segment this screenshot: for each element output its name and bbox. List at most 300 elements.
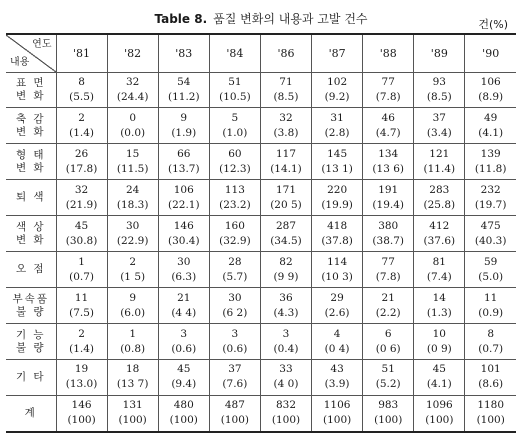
table-cell: [209, 395, 260, 432]
table-cell: [107, 72, 158, 108]
complaint-percent: (5.0): [478, 270, 504, 283]
complaint-percent: (4.1): [426, 378, 452, 391]
table-cell: [465, 144, 516, 180]
table-cell: [107, 360, 158, 396]
complaint-percent: (8.5): [273, 90, 299, 103]
complaint-count: 146: [173, 219, 194, 232]
year-header: '89: [414, 34, 465, 72]
complaint-count: 30: [228, 291, 242, 304]
complaint-count: 131: [122, 399, 143, 412]
complaint-count: 3: [180, 327, 188, 340]
complaint-percent: (100): [118, 414, 147, 427]
complaint-count: 6: [384, 327, 392, 340]
complaint-percent: (3.4): [426, 126, 452, 139]
complaint-percent: (10 3): [321, 270, 353, 283]
complaint-percent: (100): [322, 414, 352, 427]
complaint-percent: (1.3): [426, 306, 452, 319]
table-cell: [107, 216, 158, 252]
row-label-line: 기 능: [15, 328, 46, 341]
row-label-line: 불 량: [15, 341, 46, 354]
complaint-percent: (4.3): [273, 306, 299, 319]
table-cell: [158, 252, 209, 288]
table-cell: [312, 180, 363, 216]
complaint-percent: (37.6): [423, 234, 456, 247]
complaint-count: 4: [333, 327, 341, 340]
table-cell: [56, 216, 107, 252]
table-row: [6, 324, 516, 360]
complaint-count: 283: [429, 183, 450, 196]
complaint-percent: (2.2): [375, 306, 401, 319]
complaint-count: 82: [279, 255, 293, 268]
year-header: '83: [158, 34, 209, 72]
table-cell: [107, 395, 158, 432]
row-label-line: 변 화: [15, 89, 46, 102]
table-cell: [260, 288, 311, 324]
complaint-percent: (100): [476, 414, 505, 427]
table-cell: [107, 252, 158, 288]
table-cell: [209, 72, 260, 108]
complaint-percent: (24.4): [116, 90, 149, 103]
complaint-count: 145: [327, 147, 348, 160]
complaint-percent: (1.4): [69, 342, 94, 355]
complaint-percent: (13 7): [116, 378, 149, 391]
table-cell: [260, 144, 311, 180]
table-cell: [209, 252, 260, 288]
table-cell: [414, 216, 465, 252]
complaint-count: 832: [275, 399, 297, 412]
complaint-percent: (13.0): [65, 378, 98, 391]
complaint-percent: (13.7): [167, 162, 200, 175]
complaint-percent: (40.3): [474, 234, 507, 247]
complaint-percent: (0.7): [478, 342, 504, 355]
complaint-percent: (13 1): [321, 162, 353, 175]
complaint-count: 102: [327, 75, 348, 88]
row-label-line: 형 태: [15, 148, 46, 161]
complaint-percent: (38.7): [372, 234, 404, 247]
complaint-count: 60: [228, 147, 242, 160]
complaint-count: 418: [327, 219, 348, 232]
table-cell: [209, 360, 260, 396]
table-cell: [56, 324, 107, 360]
table-cell: [209, 216, 260, 252]
table-caption: 품질 변화의 내용과 고발 건수: [213, 12, 368, 26]
table-row: [6, 360, 516, 396]
complaint-count: 29: [330, 291, 344, 304]
table-cell: [56, 395, 107, 432]
table-cell: [56, 288, 107, 324]
table-cell: [158, 216, 209, 252]
year-header: '84: [209, 34, 260, 72]
complaint-count: 18: [125, 363, 140, 376]
table-cell: [414, 108, 465, 144]
table-row: [6, 252, 516, 288]
complaint-count: 45: [432, 363, 446, 376]
row-label-line: 색 상: [15, 220, 46, 233]
complaint-percent: (1.4): [69, 126, 94, 139]
table-cell: [56, 252, 107, 288]
complaint-count: 1096: [425, 399, 453, 412]
table-cell: [107, 144, 158, 180]
complaint-count: 475: [480, 219, 501, 232]
complaint-percent: (7.4): [426, 270, 452, 283]
complaint-percent: (6.0): [120, 306, 146, 319]
complaint-percent: (1.0): [222, 126, 248, 139]
row-label-line: 퇴 색: [15, 191, 46, 204]
table-cell: [312, 72, 363, 108]
complaint-count: 36: [279, 291, 293, 304]
complaint-count: 19: [74, 363, 89, 376]
table-cell: [56, 360, 107, 396]
table-cell: [465, 324, 516, 360]
complaint-percent: (100): [220, 414, 249, 427]
complaint-percent: (3.9): [324, 378, 350, 391]
complaint-percent: (8.5): [426, 90, 452, 103]
table-cell: [414, 72, 465, 108]
table-cell: [158, 324, 209, 360]
complaint-count: 30: [177, 255, 191, 268]
complaint-percent: (100): [271, 414, 301, 427]
complaint-count: 77: [381, 255, 395, 268]
complaint-count: 0: [129, 111, 136, 124]
complaint-percent: (0 6): [375, 342, 401, 355]
table-cell: [363, 252, 414, 288]
table-cell: [209, 144, 260, 180]
row-label-line: 변 화: [15, 233, 46, 246]
complaint-count: 33: [279, 363, 293, 376]
corner-content-label: 내용: [10, 56, 30, 68]
complaint-percent: (8.9): [478, 90, 504, 103]
complaint-count: 32: [125, 75, 140, 88]
complaint-percent: (23.2): [219, 198, 251, 211]
complaint-count: 106: [173, 183, 194, 196]
complaint-count: 30: [125, 219, 140, 232]
row-label: [6, 252, 56, 288]
complaint-percent: (2.8): [324, 126, 350, 139]
complaint-percent: (19.9): [321, 198, 353, 211]
complaint-count: 59: [484, 255, 498, 268]
complaint-count: 106: [480, 75, 501, 88]
complaint-percent: (100): [425, 414, 454, 427]
table-cell: [56, 180, 107, 216]
table-cell: [312, 252, 363, 288]
complaint-percent: (100): [169, 414, 198, 427]
table-cell: [414, 180, 465, 216]
complaint-count: 54: [177, 75, 191, 88]
table-cell: [465, 360, 516, 396]
complaint-percent: (4 4): [171, 306, 197, 319]
row-label-line: 축 감: [15, 112, 46, 125]
complaint-percent: (0.6): [222, 342, 248, 355]
complaint-count: 2: [78, 111, 85, 124]
complaint-percent: (30.8): [65, 234, 98, 247]
complaint-percent: (4.7): [375, 126, 401, 139]
row-label: [6, 324, 56, 360]
table-cell: [312, 324, 363, 360]
complaint-count: 1: [78, 255, 85, 268]
complaint-percent: (11.5): [116, 162, 149, 175]
table-cell: [414, 144, 465, 180]
complaint-percent: (7.6): [222, 378, 248, 391]
table-cell: [56, 144, 107, 180]
complaint-percent: (10.5): [219, 90, 251, 103]
complaint-percent: (19.7): [474, 198, 507, 211]
complaint-count: 43: [330, 363, 344, 376]
table-cell: [363, 144, 414, 180]
table-number: Table 8.: [154, 12, 208, 26]
table-cell: [363, 216, 414, 252]
table-cell: [312, 108, 363, 144]
table-row: [6, 180, 516, 216]
table-cell: [465, 180, 516, 216]
table-cell: [312, 288, 363, 324]
complaint-percent: (0.7): [69, 270, 94, 283]
table-row: [6, 144, 516, 180]
complaint-count: 11: [74, 291, 89, 304]
row-label: [6, 180, 56, 216]
complaint-count: 71: [279, 75, 293, 88]
row-label: [6, 108, 56, 144]
table-cell: [312, 216, 363, 252]
complaint-count: 1: [129, 327, 136, 340]
complaint-percent: (19.4): [372, 198, 404, 211]
complaint-percent: (20 5): [270, 198, 302, 211]
table-cell: [107, 288, 158, 324]
row-label-line: 표 면: [15, 76, 46, 89]
row-label: [6, 216, 56, 252]
complaint-count: 146: [71, 399, 92, 412]
table-cell: [209, 324, 260, 360]
complaint-count: 220: [327, 183, 348, 196]
complaint-percent: (5.7): [222, 270, 248, 283]
complaint-count: 232: [480, 183, 501, 196]
table-cell: [465, 288, 516, 324]
year-header: '82: [107, 34, 158, 72]
table-cell: [363, 180, 414, 216]
corner-year-label: 연도: [32, 39, 52, 50]
complaint-count: 171: [275, 183, 297, 196]
table-cell: [107, 180, 158, 216]
complaint-percent: (30.4): [167, 234, 200, 247]
complaint-percent: (32.9): [219, 234, 251, 247]
table-cell: [414, 360, 465, 396]
complaint-count: 983: [378, 399, 399, 412]
table-row: [6, 288, 516, 324]
table-cell: [465, 252, 516, 288]
complaint-percent: (2.6): [324, 306, 350, 319]
complaint-percent: (12.3): [219, 162, 251, 175]
table-cell: [56, 108, 107, 144]
complaint-percent: (5.2): [375, 378, 401, 391]
row-label: [6, 144, 56, 180]
complaint-percent: (5.5): [69, 90, 94, 103]
complaint-count: 77: [381, 75, 395, 88]
table-cell: [260, 395, 311, 432]
row-label: [6, 72, 56, 108]
complaint-count: 2: [129, 255, 136, 268]
table-cell: [107, 324, 158, 360]
row-label-line: 계: [24, 406, 37, 419]
complaint-percent: (0.9): [478, 306, 504, 319]
complaint-count: 480: [173, 399, 194, 412]
complaint-count: 139: [480, 147, 501, 160]
complaint-count: 14: [432, 291, 446, 304]
complaint-count: 46: [381, 111, 395, 124]
complaint-percent: (100): [67, 414, 96, 427]
table-cell: [260, 72, 311, 108]
complaint-count: 3: [231, 327, 239, 340]
complaint-count: 21: [177, 291, 191, 304]
complaint-percent: (21.9): [65, 198, 98, 211]
table-cell: [158, 180, 209, 216]
year-header: '86: [260, 34, 311, 72]
complaint-percent: (4.1): [478, 126, 504, 139]
table-cell: [158, 395, 209, 432]
table-cell: [209, 288, 260, 324]
complaint-count: 8: [487, 327, 495, 340]
complaint-count: 114: [327, 255, 348, 268]
corner-header: [6, 34, 56, 72]
complaint-count: 113: [224, 183, 245, 196]
complaint-count: 32: [279, 111, 293, 124]
complaint-count: 117: [275, 147, 297, 160]
complaint-percent: (6.3): [171, 270, 197, 283]
complaint-percent: (0.8): [120, 342, 146, 355]
table-row: [6, 108, 516, 144]
table-cell: [414, 395, 465, 432]
complaint-count: 5: [231, 111, 239, 124]
complaint-count: 24: [125, 183, 140, 196]
complaint-percent: (9 9): [273, 270, 299, 283]
complaint-count: 191: [378, 183, 399, 196]
complaint-percent: (3.8): [273, 126, 299, 139]
complaint-count: 32: [74, 183, 89, 196]
table-cell: [312, 144, 363, 180]
complaint-count: 160: [224, 219, 245, 232]
complaint-count: 1180: [477, 399, 505, 412]
complaint-count: 412: [429, 219, 450, 232]
complaint-count: 26: [74, 147, 89, 160]
complaint-count: 51: [381, 363, 395, 376]
complaint-percent: (25.8): [423, 198, 456, 211]
table-cell: [465, 72, 516, 108]
complaint-count: 9: [180, 111, 188, 124]
year-header: '81: [56, 34, 107, 72]
table-cell: [363, 395, 414, 432]
complaint-count: 10: [432, 327, 446, 340]
complaint-percent: (11.8): [474, 162, 507, 175]
complaint-count: 66: [177, 147, 191, 160]
complaint-percent: (0 4): [324, 342, 350, 355]
table-cell: [363, 108, 414, 144]
complaint-percent: (22.9): [116, 234, 149, 247]
complaint-count: 28: [228, 255, 242, 268]
table-cell: [260, 216, 311, 252]
row-label-line: 부속품: [12, 292, 49, 305]
table-cell: [209, 108, 260, 144]
complaint-count: 9: [129, 291, 136, 304]
complaint-count: 45: [74, 219, 89, 232]
complaint-count: 37: [432, 111, 446, 124]
complaint-count: 380: [378, 219, 399, 232]
complaint-percent: (7.5): [69, 306, 94, 319]
row-label: [6, 395, 56, 432]
table-cell: [158, 360, 209, 396]
complaint-count: 15: [125, 147, 140, 160]
complaint-count: 3: [282, 327, 290, 340]
table-cell: [414, 324, 465, 360]
year-header: '90: [465, 34, 516, 72]
year-header: '87: [312, 34, 363, 72]
row-label-line: 변 화: [15, 161, 46, 174]
complaint-percent: (100): [374, 414, 403, 427]
complaint-percent: (17.8): [65, 162, 98, 175]
complaint-count: 121: [429, 147, 450, 160]
table-cell: [363, 360, 414, 396]
table-row: [6, 216, 516, 252]
complaint-count: 134: [378, 147, 399, 160]
table-cell: [260, 180, 311, 216]
table-cell: [107, 108, 158, 144]
complaint-percent: (0.0): [120, 126, 146, 139]
table-cell: [260, 252, 311, 288]
complaints-table: [6, 33, 516, 433]
table-cell: [260, 324, 311, 360]
table-row: [6, 395, 516, 432]
table-cell: [158, 108, 209, 144]
row-label-line: 불 량: [15, 305, 46, 318]
complaint-percent: (18.3): [116, 198, 149, 211]
complaint-count: 45: [177, 363, 191, 376]
complaint-percent: (4 0): [273, 378, 299, 391]
complaint-count: 81: [432, 255, 446, 268]
complaint-count: 1106: [323, 399, 351, 412]
complaint-count: 11: [484, 291, 498, 304]
complaint-count: 8: [78, 75, 85, 88]
complaint-count: 101: [480, 363, 501, 376]
header-row: [6, 34, 516, 72]
table-cell: [465, 395, 516, 432]
complaint-percent: (0.4): [273, 342, 299, 355]
complaint-percent: (7.8): [375, 90, 401, 103]
table-cell: [414, 252, 465, 288]
table-cell: [465, 216, 516, 252]
complaint-count: 2: [78, 327, 85, 340]
complaint-count: 51: [228, 75, 242, 88]
table-cell: [260, 360, 311, 396]
complaint-percent: (1.9): [171, 126, 197, 139]
table-cell: [158, 72, 209, 108]
complaint-percent: (14.1): [270, 162, 302, 175]
complaint-count: 21: [381, 291, 395, 304]
complaint-percent: (13 6): [372, 162, 404, 175]
table-cell: [312, 360, 363, 396]
row-label: [6, 288, 56, 324]
table-cell: [363, 324, 414, 360]
complaint-count: 487: [224, 399, 245, 412]
row-label-line: 기 타: [15, 370, 46, 383]
complaint-percent: (1 5): [120, 270, 146, 283]
table-cell: [414, 288, 465, 324]
table-cell: [56, 72, 107, 108]
table-cell: [209, 180, 260, 216]
row-label: [6, 360, 56, 396]
complaint-percent: (9.2): [324, 90, 350, 103]
complaint-percent: (6 2): [222, 306, 248, 319]
complaint-percent: (0.6): [171, 342, 197, 355]
complaint-percent: (8.6): [478, 378, 504, 391]
complaint-count: 37: [228, 363, 242, 376]
complaint-percent: (7.8): [375, 270, 401, 283]
